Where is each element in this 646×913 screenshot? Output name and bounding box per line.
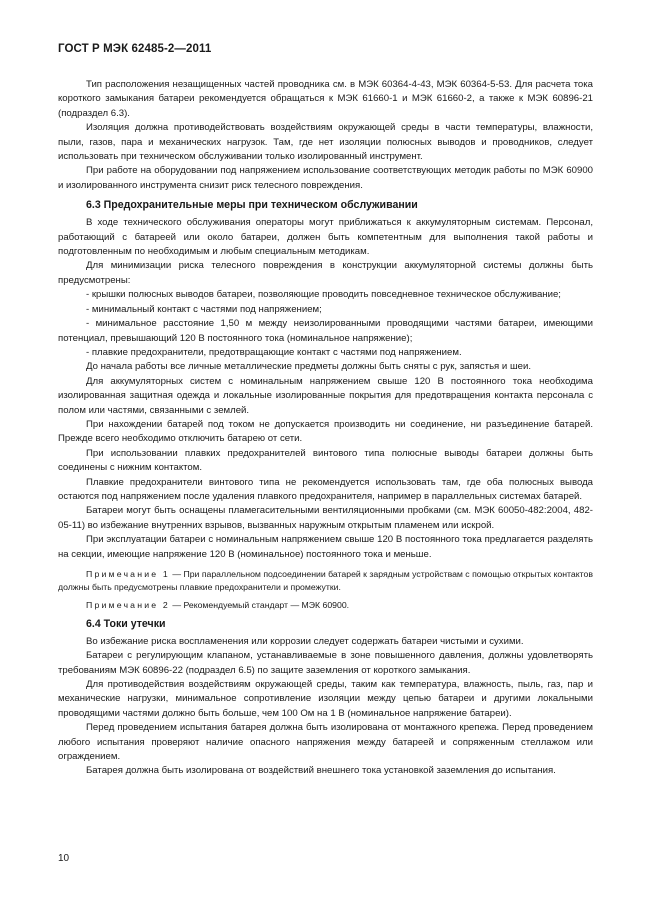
- list-item: - минимальное расстояние 1,50 м между неизолированными проводящими частями батареи, имеющими потенциал, превышающий 120 В постоянного тока (номинальное напряжение);: [58, 318, 593, 344]
- paragraph: Перед проведением испытания батарея должна быть изолирована от монтажного крепежа. Перед проведением любого испытания проверяют наличие опасного напряжения между батареей и сопряженным стеллажом или ограждением.: [58, 722, 593, 763]
- list-item: - минимальный контакт с частями под напряжением;: [86, 303, 322, 315]
- note-label: Примечание 1: [86, 569, 170, 579]
- note-label: Примечание 2: [86, 600, 170, 611]
- paragraph: Для минимизации риска телесного повреждения в конструкции аккумуляторной системы должны быть предусмотрены:: [58, 260, 593, 286]
- document-header: ГОСТ Р МЭК 62485-2—2011: [58, 43, 212, 55]
- paragraph: При эксплуатации батареи с номинальным напряжением свыше 120 В постоянного тока предлагается разделять на секции, имеющие напряжение 120 В (номинальное) постоянного тока и меньше.: [58, 534, 593, 560]
- paragraph: В ходе технического обслуживания операторы могут приближаться к аккумуляторным системам. Персонал, работающий с батареей или около батареи, должен быть компетентным для выполнения такой работы и подготовленным по необходимым и любым специальным методикам.: [58, 217, 593, 258]
- paragraph: При нахождении батарей под током не допускается производить ни соединение, ни разъединение батарей. Прежде всего необходимо отключить батарею от сети.: [58, 418, 593, 445]
- note-text: — При параллельном подсоединении батарей к зарядным устройствам с помощью открытых контактов должны быть предусмотрены плавкие предохранители и промежутки.: [58, 569, 593, 592]
- paragraph: Во избежание риска воспламенения или коррозии следует содержать батареи чистыми и сухими.: [86, 635, 524, 647]
- paragraph: Батарея должна быть изолирована от воздействий внешнего тока установкой заземления до испытания.: [86, 765, 556, 777]
- note-1: [58, 568, 593, 593]
- page-number: 10: [58, 853, 70, 864]
- paragraph: Изоляция должна противодействовать воздействиям окружающей среды в части температуры, влажности, пыли, газов, пара и механических нагрузок. Там, где нет изоляции полюсных выводов и проводников, следует использовать при техническом обслуживании только изолированный инструмент.: [58, 122, 593, 163]
- note-2: [58, 599, 593, 612]
- paragraph: При работе на оборудовании под напряжением использование соответствующих методик работы по МЭК 60900 и изолированного инструмента снизит риск телесного повреждения.: [58, 165, 593, 191]
- section-heading-6-4: 6.4 Токи утечки: [86, 617, 166, 630]
- paragraph: При использовании плавких предохранителей винтового типа полюсные выводы батареи должны быть соединены с нижним контактом.: [58, 447, 593, 474]
- list-item: - крышки полюсных выводов батареи, позволяющие проводить повседневное техническое обслуживание;: [86, 289, 561, 301]
- section-heading-6-3: 6.3 Предохранительные меры при техническом обслуживании: [86, 199, 418, 212]
- document-body: [58, 78, 593, 779]
- paragraph: До начала работы все личные металлические предметы должны быть сняты с рук, запястья и шеи.: [86, 361, 532, 373]
- paragraph: Батареи с регулирующим клапаном, устанавливаемые в зоне повышенного давления, должны удовлетворять требованиям МЭК 60896-22 (подраздел 6.5) по защите заземления от короткого замыкания.: [58, 650, 593, 676]
- paragraph: Батареи могут быть оснащены пламегасительными вентиляционными пробками (см. МЭК 60050-482:2004, 482-05-11) во избежание внутренних взрывов, вызванных наружным открытым пламенем или искрой.: [58, 505, 593, 531]
- paragraph: Тип расположения незащищенных частей проводника см. в МЭК 60364-4-43, МЭК 60364-5-53. Для расчета тока короткого замыкания батареи рекомендуется обращаться к МЭК 61660-1 и МЭК 61660-2, а также к МЭК 60896-21 (подраздел 6.3).: [58, 79, 593, 119]
- paragraph: Для противодействия воздействиям окружающей среды, таким как температура, влажность, пыль, газ, пар и механические нагрузки, минимальное сопротивление изоляции между цепью батареи и другими локальными проводящими частями должно быть больше, чем 100 Ом на 1 В (номинальное напряжение батареи).: [58, 679, 593, 719]
- note-text: — Рекомендуемый стандарт — МЭК 60900.: [169, 600, 350, 611]
- list-item: - плавкие предохранители, предотвращающие контакт с частями под напряжением.: [86, 346, 462, 358]
- paragraph: Для аккумуляторных систем с номинальным напряжением свыше 120 В постоянного тока необходима изолированная защитная одежда и локальные изолированные покрытия для предотвращения контакта персонала с полом или частями, связанными с землей.: [58, 375, 593, 416]
- paragraph: Плавкие предохранители винтового типа не рекомендуется использовать там, где оба полюсных вывода остаются под напряжением после удаления плавкого предохранителя, например в параллельных системах батарей.: [58, 476, 593, 502]
